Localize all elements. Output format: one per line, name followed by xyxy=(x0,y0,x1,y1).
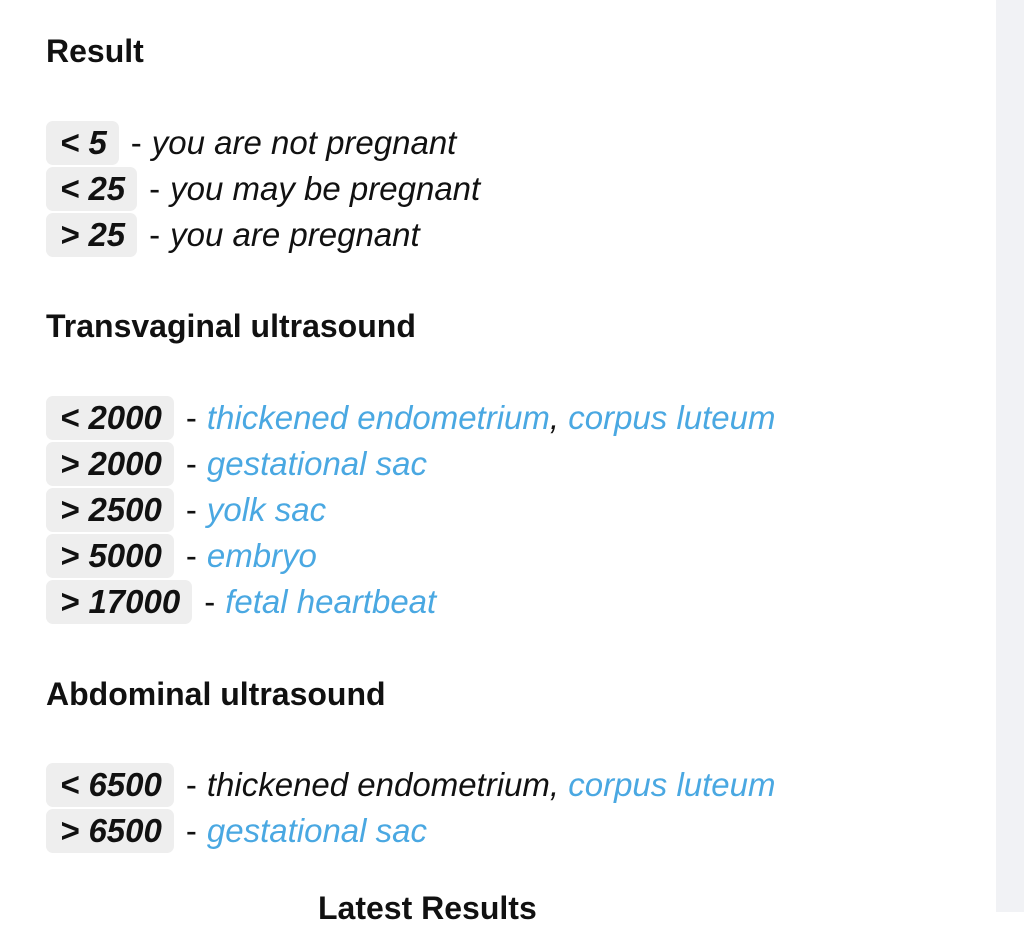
threshold-badge: < 6500 xyxy=(46,763,174,807)
dash: - xyxy=(185,812,197,849)
section-title-abdominal: Abdominal ultrasound xyxy=(46,676,386,712)
dash: - xyxy=(130,124,142,161)
result-text: you are pregnant xyxy=(170,216,420,253)
dash: - xyxy=(149,216,161,253)
comma-separator: , xyxy=(549,399,560,436)
dash: - xyxy=(185,491,197,528)
link-embryo[interactable]: embryo xyxy=(206,537,317,574)
right-scroll-gutter xyxy=(996,0,1024,912)
abdominal-row xyxy=(46,809,427,853)
threshold-badge: < 25 xyxy=(46,167,137,211)
link-thickened-endometrium[interactable]: thickened endometrium xyxy=(206,399,550,436)
result-text: you are not pregnant xyxy=(151,124,457,161)
dash: - xyxy=(185,445,197,482)
threshold-badge: > 17000 xyxy=(46,580,192,624)
transvaginal-row xyxy=(46,488,326,532)
dash: - xyxy=(185,766,197,803)
threshold-badge: > 5000 xyxy=(46,534,174,578)
threshold-badge: > 2000 xyxy=(46,442,174,486)
result-text: you may be pregnant xyxy=(170,170,481,207)
transvaginal-row xyxy=(46,396,776,440)
section-title-result: Result xyxy=(46,33,144,69)
link-corpus-luteum[interactable]: corpus luteum xyxy=(568,399,776,436)
next-section-title: Latest Results xyxy=(318,890,537,926)
threshold-badge: < 5 xyxy=(46,121,119,165)
threshold-badge: > 6500 xyxy=(46,809,174,853)
dash: - xyxy=(204,583,216,620)
link-corpus-luteum[interactable]: corpus luteum xyxy=(568,766,776,803)
transvaginal-row xyxy=(46,442,427,486)
comma-separator: , xyxy=(549,766,560,803)
threshold-badge: > 25 xyxy=(46,213,137,257)
result-row xyxy=(46,213,420,257)
abdominal-row xyxy=(46,763,776,807)
result-row xyxy=(46,121,456,165)
dash: - xyxy=(185,399,197,436)
link-yolk-sac[interactable]: yolk sac xyxy=(206,491,327,528)
dash: - xyxy=(185,537,197,574)
link-gestational-sac[interactable]: gestational sac xyxy=(206,445,427,482)
threshold-badge: < 2000 xyxy=(46,396,174,440)
plain-text-thickened-endometrium: thickened endometrium xyxy=(206,766,550,803)
transvaginal-row xyxy=(46,580,436,624)
link-gestational-sac[interactable]: gestational sac xyxy=(206,812,427,849)
threshold-badge: > 2500 xyxy=(46,488,174,532)
link-fetal-heartbeat[interactable]: fetal heartbeat xyxy=(225,583,437,620)
transvaginal-row xyxy=(46,534,317,578)
section-title-transvaginal: Transvaginal ultrasound xyxy=(46,308,416,344)
dash: - xyxy=(149,170,161,207)
result-row xyxy=(46,167,480,211)
